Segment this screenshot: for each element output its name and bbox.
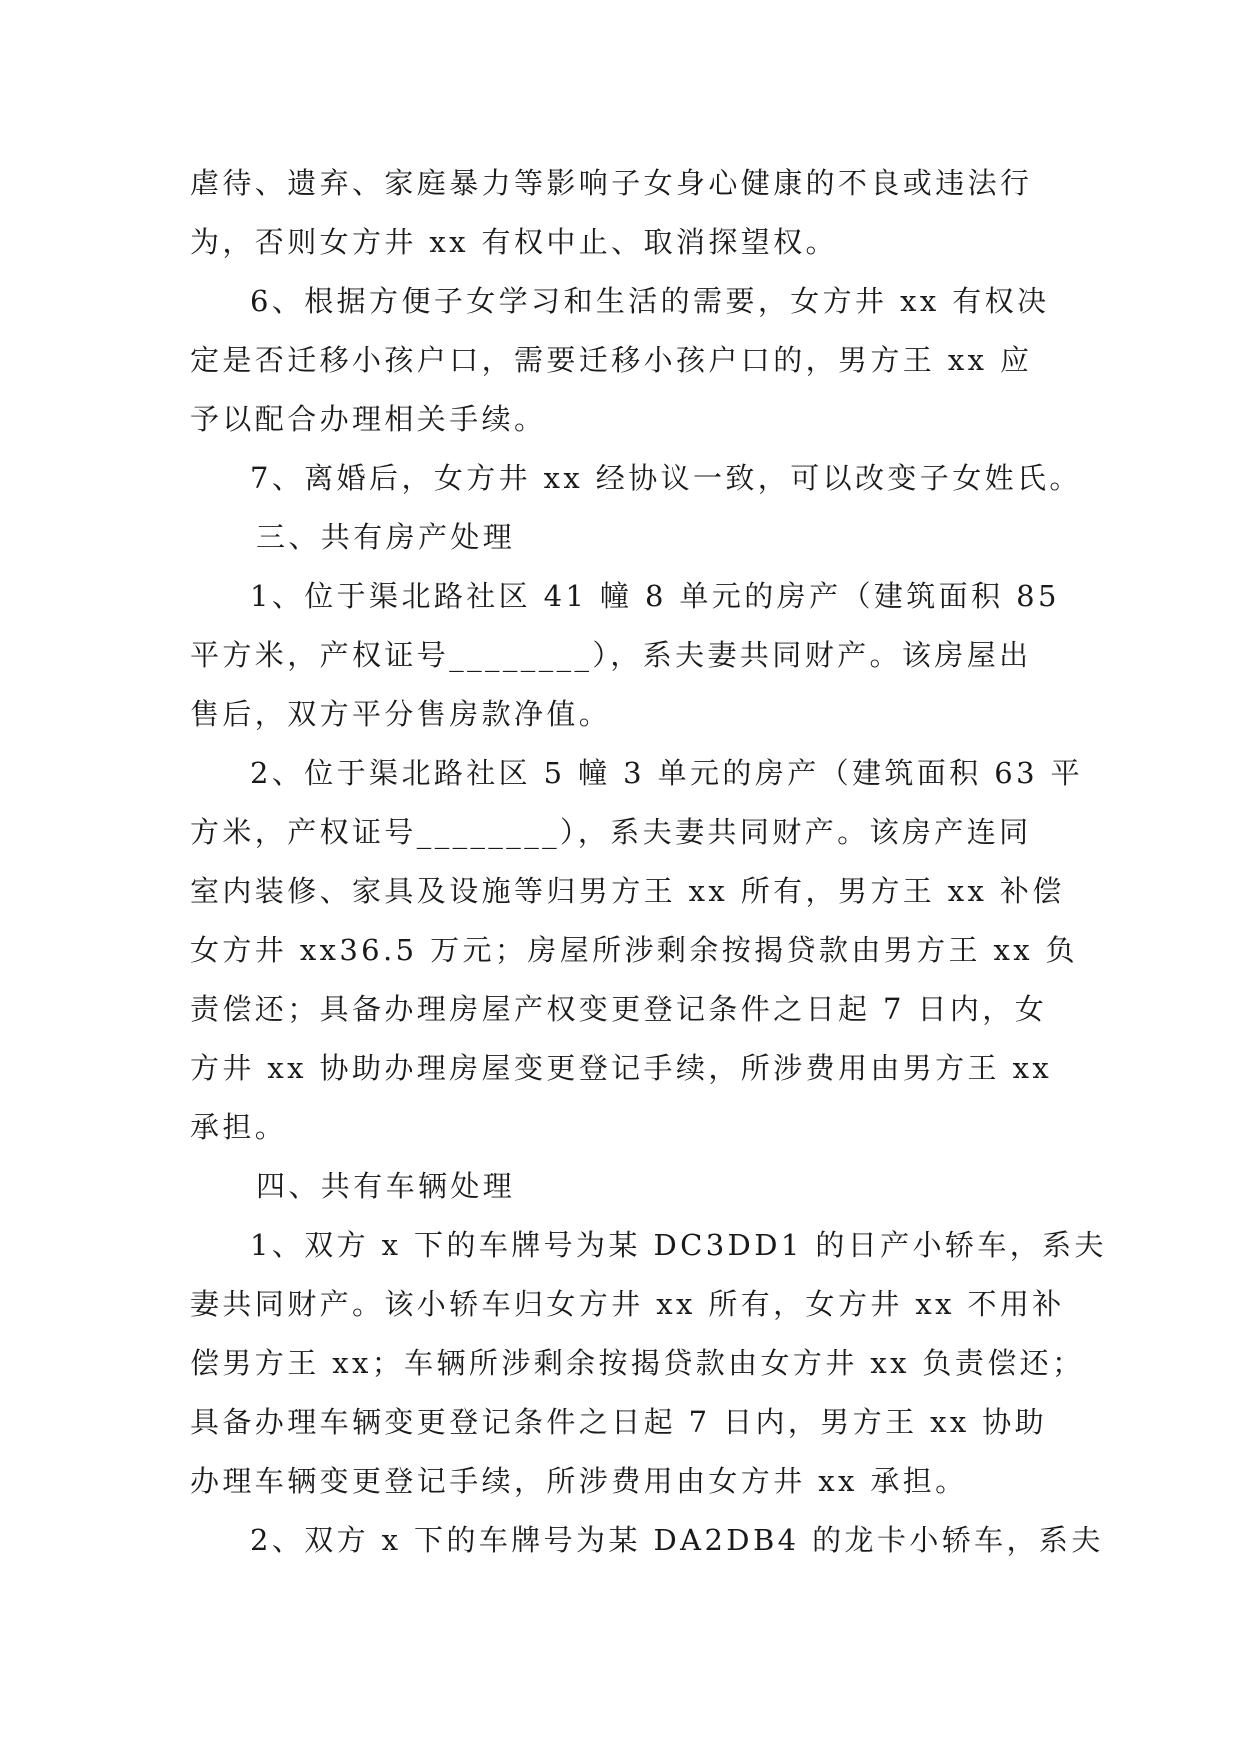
text-line: 具备办理车辆变更登记条件之日起 7 日内，男方王 xx 协助	[190, 1405, 1048, 1439]
text-line: 室内装修、家具及设施等归男方王 xx 所有，男方王 xx 补偿	[190, 874, 1065, 908]
text-line: 方井 xx 协助办理房屋变更登记手续，所涉费用由男方王 xx	[190, 1051, 1053, 1085]
text-line: 妻共同财产。该小轿车归女方井 xx 所有，女方井 xx 不用补	[190, 1287, 1065, 1321]
vehicle-clause-1: 1、双方 x 下的车牌号为某 DC3DD1 的日产小轿车，系夫	[250, 1228, 1107, 1262]
section-heading-vehicle: 四、共有车辆处理	[256, 1169, 516, 1203]
document-page	[190, 154, 1107, 1570]
text-line: 女方井 xx36.5 万元；房屋所涉剩余按揭贷款由男方王 xx 负	[190, 933, 1079, 967]
clause-7: 7、离婚后，女方井 xx 经协议一致，可以改变子女姓氏。	[250, 461, 1082, 495]
property-clause-1: 1、位于渠北路社区 41 幢 8 单元的房产（建筑面积 85	[250, 579, 1060, 613]
text-line: 定是否迁移小孩户口，需要迁移小孩户口的，男方王 xx 应	[190, 343, 1033, 377]
text-line: 偿男方王 xx；车辆所涉剩余按揭贷款由女方井 xx 负责偿还；	[190, 1346, 1085, 1380]
text-line: 承担。	[190, 1110, 288, 1144]
section-heading-property: 三、共有房产处理	[256, 520, 516, 554]
text-line: 予以配合办理相关手续。	[190, 402, 547, 436]
text-line: 平方米，产权证号________），系夫妻共同财产。该房屋出	[190, 638, 1032, 672]
vehicle-clause-2: 2、双方 x 下的车牌号为某 DA2DB4 的龙卡小轿车，系夫	[250, 1523, 1104, 1557]
text-line: 虐待、遗弃、家庭暴力等影响子女身心健康的不良或违法行	[190, 166, 1033, 200]
property-clause-2: 2、位于渠北路社区 5 幢 3 单元的房产（建筑面积 63 平	[250, 756, 1083, 790]
text-line: 方米，产权证号________），系夫妻共同财产。该房产连同	[190, 815, 1032, 849]
text-line: 售后，双方平分售房款净值。	[190, 697, 612, 731]
text-line: 为，否则女方井 xx 有权中止、取消探望权。	[190, 225, 838, 259]
text-line: 办理车辆变更登记手续，所涉费用由女方井 xx 承担。	[190, 1464, 968, 1498]
clause-6: 6、根据方便子女学习和生活的需要，女方井 xx 有权决	[250, 284, 1050, 318]
text-line: 责偿还；具备办理房屋产权变更登记条件之日起 7 日内，女	[190, 992, 1048, 1026]
